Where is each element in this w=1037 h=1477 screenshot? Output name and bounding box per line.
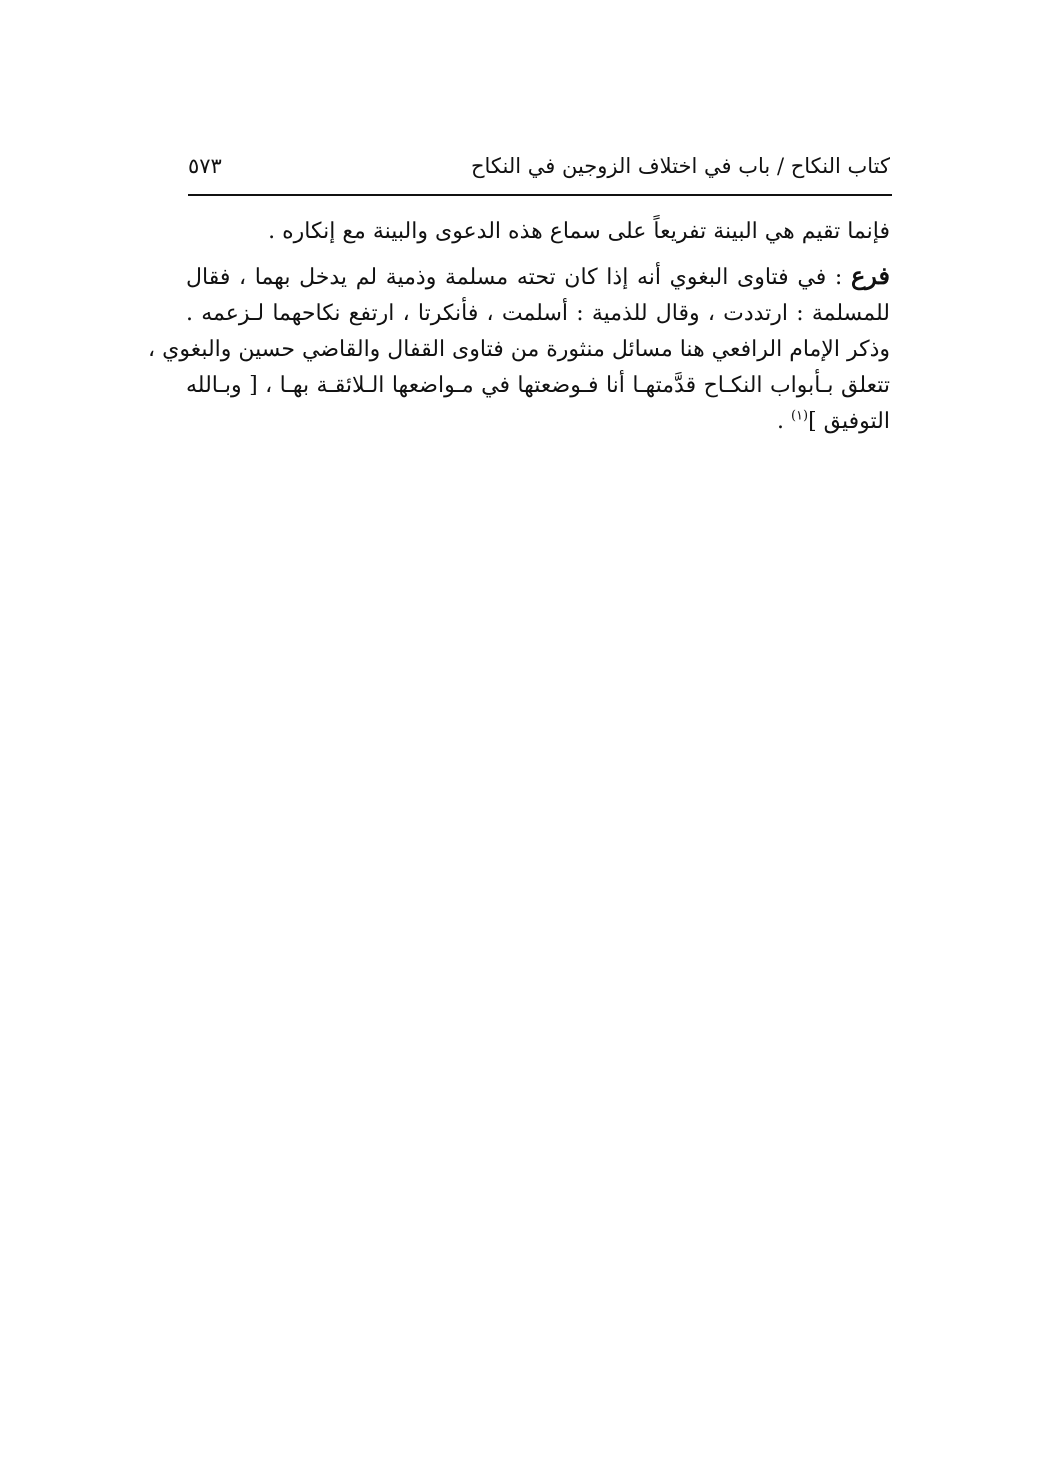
footnote-reference: (١) xyxy=(790,408,809,424)
body-text xyxy=(148,214,890,440)
running-header-title: كتاب النكاح / باب في اختلاف الزوجين في النكاح xyxy=(470,154,890,178)
closing-phrase: التوفيق ] xyxy=(808,409,890,434)
paragraph-2-line-4: تتعلق بـأبواب النكـاح قدَّمتهـا أنا فـوضعتها في مـواضعها الـلائقـة بهـا ، [ وبـالله xyxy=(186,373,890,398)
paragraph-2-line-5 xyxy=(186,404,890,440)
paragraph-2-line-3: وذكر الإمام الرافعي هنا مسائل منثورة من فتاوى القفال والقاضي حسين والبغوي ، xyxy=(148,337,890,362)
closing-period: . xyxy=(776,409,791,434)
paragraph-2-line-1-text: : في فتاوى البغوي أنه إذا كان تحته مسلمة وذمية لم يدخل بهما ، فقال xyxy=(186,265,851,290)
paragraph-2-line-1 xyxy=(186,258,890,296)
paragraph-1 xyxy=(186,214,890,250)
page-number: ٥٧٣ xyxy=(188,154,222,178)
header-divider xyxy=(188,194,892,196)
paragraph-1-line-1: فإنما تقيم هي البينة تفريعاً على سماع هذه الدعوى والبينة مع إنكاره . xyxy=(268,219,890,244)
paragraph-2-line-2: للمسلمة : ارتددت ، وقال للذمية : أسلمت ، فأنكرتا ، ارتفع نكاحهما لـزعمه . xyxy=(186,301,890,326)
section-lead-word: فرع xyxy=(850,261,890,290)
page-header xyxy=(188,150,890,190)
paragraph-2 xyxy=(148,258,890,440)
